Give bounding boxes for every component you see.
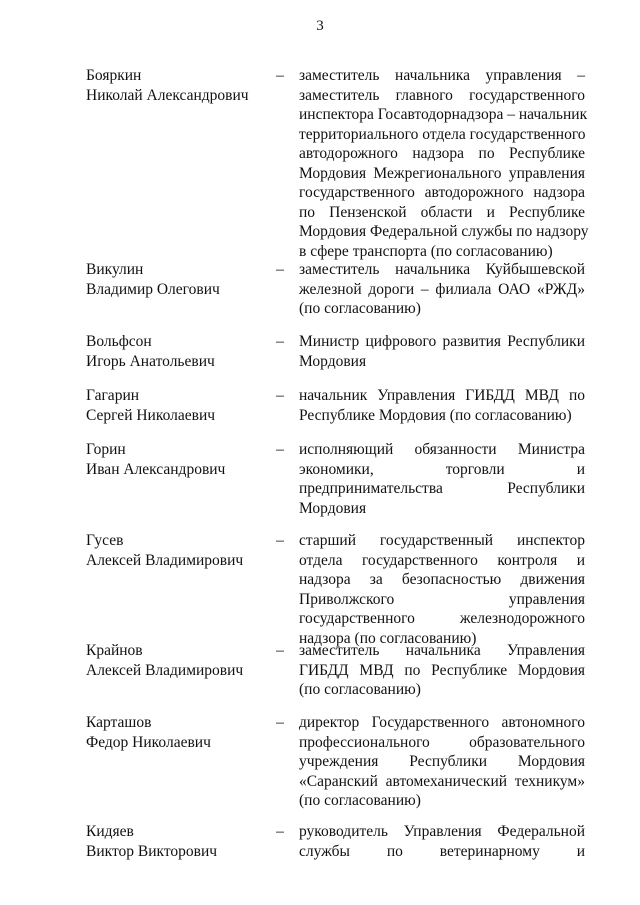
member-position <box>299 66 589 261</box>
entry-dash: – <box>276 261 284 278</box>
member-given-names: Федор Николаевич <box>86 733 211 751</box>
position-line: (по согласованию) <box>299 300 421 317</box>
member-surname: Гусев <box>86 532 124 549</box>
position-line: территориального отдела государственного <box>299 125 586 143</box>
page-number: 3 <box>316 18 324 34</box>
entry-dash: – <box>276 387 284 404</box>
member-position <box>299 822 585 861</box>
position-line: железной дороги – филиала ОАО «РЖД» <box>299 280 585 298</box>
position-line: экономики, торговли и <box>299 460 585 478</box>
member-given-names: Алексей Владимирович <box>86 661 244 679</box>
member-position <box>299 713 585 811</box>
member-name <box>86 386 266 425</box>
member-given-names: Виктор Викторович <box>86 842 218 860</box>
position-line: отдела государственного контроля и <box>299 551 585 569</box>
member-name <box>86 641 266 680</box>
member-surname: Вольфсон <box>86 333 152 350</box>
entry-dash: – <box>276 823 284 840</box>
position-line: Мордовия <box>299 352 367 370</box>
entry-dash: – <box>276 441 284 458</box>
position-line: службы по ветеринарному и <box>299 842 585 860</box>
member-position <box>299 641 585 700</box>
entry-dash: – <box>276 642 284 659</box>
member-given-names: Владимир Олегович <box>86 280 220 298</box>
position-line: (по согласованию) <box>299 681 421 698</box>
position-line: директор Государственного автономного <box>299 714 585 731</box>
position-line: учреждения Республики Мордовия <box>299 753 585 770</box>
position-line: инспектора Госавтодорнадзора – начальник <box>299 106 588 123</box>
position-line: профессионального образовательного <box>299 733 585 751</box>
member-surname: Кидяев <box>86 823 134 840</box>
member-surname: Крайнов <box>86 642 143 659</box>
member-surname: Гагарин <box>86 387 140 404</box>
entry-dash: – <box>276 714 284 731</box>
position-line: Республике Мордовия (по согласованию) <box>299 406 572 424</box>
position-line: Министр цифрового развития Республики <box>299 333 585 350</box>
position-line: (по согласованию) <box>299 792 421 809</box>
member-name <box>86 822 266 861</box>
member-surname: Горин <box>86 441 126 458</box>
position-line: ГИБДД МВД по Республике Мордовия <box>299 661 585 679</box>
position-line: «Саранский автомеханический техникум» <box>299 772 585 790</box>
position-line: исполняющий обязанности Министра <box>299 441 585 458</box>
entry-dash: – <box>276 532 284 549</box>
position-line: Приволжского управления <box>299 590 585 608</box>
position-line: Мордовия <box>299 499 367 517</box>
member-position <box>299 260 585 319</box>
position-line: государственного железнодорожного <box>299 610 585 627</box>
position-line: в сфере транспорта (по согласованию) <box>299 242 553 260</box>
position-line: государственного автодорожного надзора <box>299 184 585 201</box>
member-name <box>86 713 266 752</box>
member-given-names: Николай Александрович <box>86 86 249 104</box>
member-name <box>86 66 266 105</box>
position-line: предпринимательства Республики <box>299 480 585 497</box>
entry-dash: – <box>276 333 284 350</box>
member-name <box>86 260 266 299</box>
position-line: надзора за безопасностью движения <box>299 571 585 588</box>
position-line: Мордовия Межрегионального управления <box>299 164 585 182</box>
member-position <box>299 440 585 518</box>
position-line: старший государственный инспектор <box>299 532 585 549</box>
member-name <box>86 440 266 479</box>
position-line: заместитель начальника Управления <box>299 642 585 659</box>
member-given-names: Иван Александрович <box>86 460 226 478</box>
position-line: заместитель начальника управления – <box>299 67 585 84</box>
position-line: надзора (по согласованию) <box>299 629 477 647</box>
member-given-names: Алексей Владимирович <box>86 551 244 569</box>
position-line: заместитель начальника Куйбышевской <box>299 261 585 278</box>
member-given-names: Игорь Анатольевич <box>86 352 215 370</box>
member-position <box>299 332 585 371</box>
entry-dash: – <box>276 67 284 84</box>
member-name <box>86 531 266 570</box>
position-line: Мордовия Федеральной службы по надзору <box>299 223 589 240</box>
position-line: заместитель главного государственного <box>299 86 585 104</box>
member-surname: Бояркин <box>86 67 142 84</box>
member-given-names: Сергей Николаевич <box>86 406 216 424</box>
position-line: по Пензенской области и Республике <box>299 203 585 221</box>
position-line: руководитель Управления Федеральной <box>299 823 585 840</box>
member-surname: Карташов <box>86 714 152 731</box>
position-line: автодорожного надзора по Республике <box>299 145 585 162</box>
member-surname: Викулин <box>86 261 144 278</box>
member-name <box>86 332 266 371</box>
member-position <box>299 386 585 425</box>
position-line: начальник Управления ГИБДД МВД по <box>299 387 585 404</box>
member-position <box>299 531 585 648</box>
